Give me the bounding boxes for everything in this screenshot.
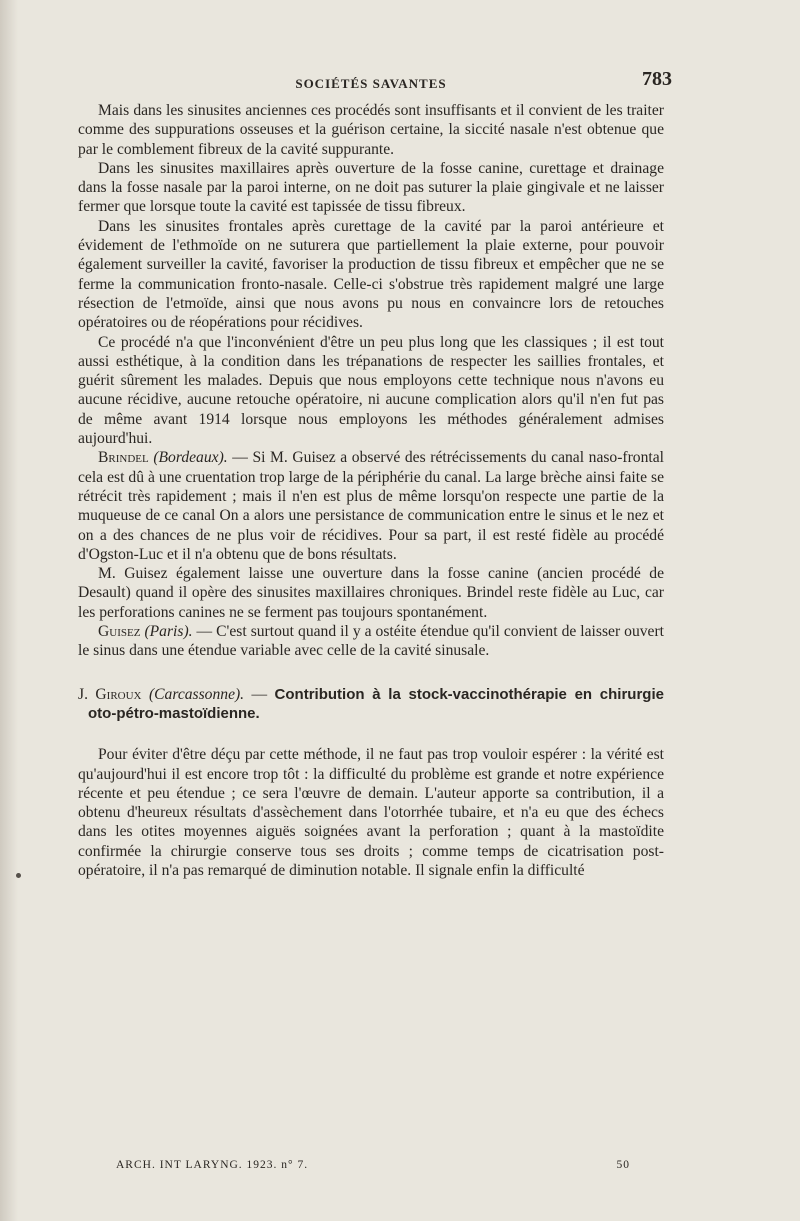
- ink-speck: [16, 873, 21, 878]
- abstract-title: Contribution à la stock-vaccinothérapie en chirurgie oto-pétro-mastoïdienne.: [88, 685, 664, 722]
- paragraph: Pour éviter d'être déçu par cette méthode, il ne faut pas trop vouloir espérer : la vérité est qu'aujourd'hui il est encore trop tôt : la difficulté du problème est grande et notre expérience récente et peu étendue ; ce sera l'œuvre de demain. L'auteur apporte sa contribution, il a obtenu d'heureux résultats d'assèchement dans l'otorrhée tubaire, et n'a eu que des échecs dans les otites moyennes aiguës soignées avant la perforation ; quant à la mastoïdite confirmée la chirurgie conserve tous ses droits ; comme temps de cicatrisation post-opératoire, il n'a pas remarqué de diminution notable. Il signale enfin la difficulté: [78, 746, 664, 879]
- author-city: (Carcassonne).: [148, 685, 245, 703]
- signature-mark: 50: [616, 1159, 630, 1171]
- page-header: [70, 68, 672, 98]
- speaker-text: — Si M. Guisez a observé des rétrécissements du canal naso-frontal cela est dû à une cruentation trop large de la périphérie du canal. La large brèche ainsi faite se rétrécit très rapidement ; mais il n'en est plus de même lorsqu'on respecte une partie de la muqueuse de ce canal On a alors une persistance de communication entre le sinus et le nez et on a des chances de ne plus voir de récidives. Pour sa part, il est resté fidèle au procédé d'Ogston-Luc et il n'a obtenu que de bons résultats.: [78, 449, 664, 563]
- paragraph: Mais dans les sinusites anciennes ces procédés sont insuffisants et il convient de les traiter comme des suppurations osseuses et la guérison certaine, la siccité nasale n'est obtenue que par le comblement fibreux de la cavité suppurante.: [78, 102, 664, 158]
- author-name: Giroux: [95, 685, 142, 703]
- running-head: SOCIÉTÉS SAVANTES: [295, 76, 447, 91]
- guisez-reply-paragraph: [78, 622, 664, 661]
- heading-dash: —: [244, 685, 275, 703]
- abstract-heading: [78, 685, 664, 724]
- speaker-name: Brindel: [98, 449, 149, 467]
- body-text: [78, 101, 664, 880]
- paragraph: Ce procédé n'a que l'inconvénient d'être un peu plus long que les classiques ; il est tout aussi esthétique, à la condition dans les trépanations de respecter les saillies frontales, et guérit sûrement les malades. Depuis que nous employons cette technique nous n'avons eu aucune récidive, aucune retouche opératoire, ni aucune complication alors qu'il n'en fut pas de même avant 1914 lorsque nous employons les méthodes généralement admises aujourd'hui.: [78, 333, 664, 448]
- speaker-city: (Bordeaux).: [153, 449, 228, 467]
- paragraph: Dans les sinusites frontales après curettage de la cavité par la paroi antérieure et évidement de l'ethmoïde on ne suturera que partiellement la plaie externe, pour pouvoir également surveiller la cavité, favoriser la production de tissu fibreux et empêcher que ne se ferme la communication fronto-nasale. Celle-ci s'obstrue très rapidement malgré une large résection de l'etmoïde, ainsi que nous avons pu nous en convaincre lors de retouches opératoires ou de réopérations pour récidives.: [78, 217, 664, 332]
- paragraph: Dans les sinusites maxillaires après ouverture de la fosse canine, curettage et drainage dans la fosse nasale par la paroi interne, on ne doit pas suturer la plaie gingivale et ne laisser fermer que lorsque toute la cavité est tapissée de tissu fibreux.: [78, 159, 664, 216]
- speaker-text: — C'est surtout quand il y a ostéite étendue qu'il convient de laisser ouvert le sinus dans une étendue variable avec celle de la cavité sinusale.: [78, 623, 664, 660]
- page-number: 783: [642, 68, 672, 90]
- journal-reference: ARCH. INT LARYNG. 1923. n° 7.: [116, 1159, 309, 1171]
- speaker-name: Guisez: [98, 623, 141, 641]
- brindel-paragraph: [78, 448, 664, 564]
- paragraph: M. Guisez également laisse une ouverture dans la fosse canine (ancien procédé de Desault) quand il opère des sinusites maxillaires chroniques. Brindel reste fidèle au Luc, car les perforations canines ne se ferment pas toujours spontanément.: [78, 565, 664, 621]
- page-footer: [116, 1159, 630, 1179]
- author-initial: J.: [78, 685, 88, 703]
- page-edge-shadow: [0, 0, 18, 1221]
- speaker-city: (Paris).: [144, 623, 193, 641]
